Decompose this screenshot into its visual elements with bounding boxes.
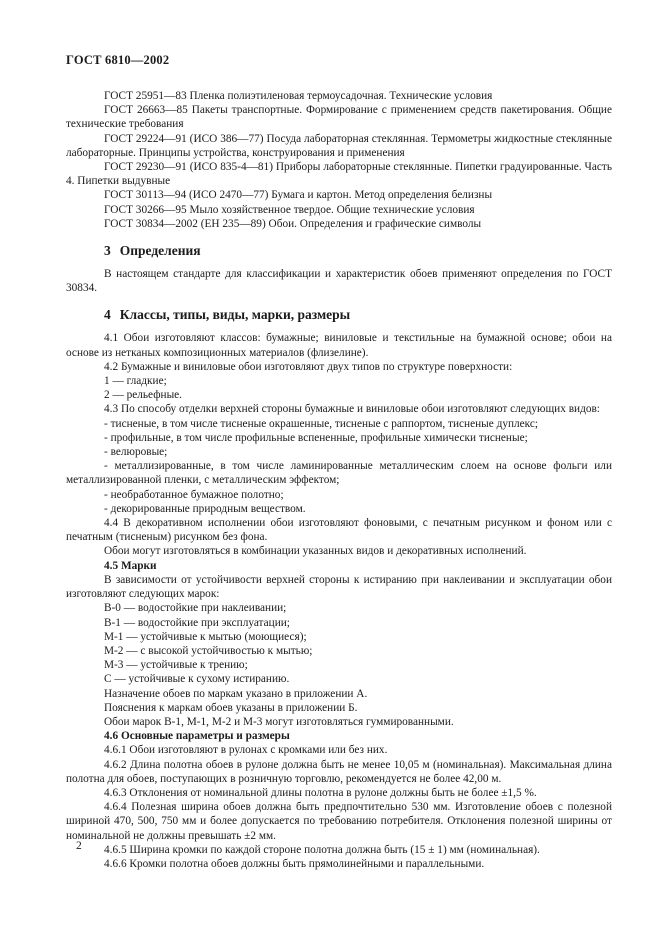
paragraph: М-1 — устойчивые к мытью (моющиеся); [104,630,307,643]
paragraph: 4.6.1 Обои изготовляют в рулонах с кромками или без них. [104,744,388,757]
section-title: Определения [119,243,201,259]
paragraph: 2 — рельефные. [104,389,182,402]
paragraph: - необработанное бумажное полотно; [104,488,284,501]
paragraph: В-1 — водостойкие при эксплуатации; [104,616,290,629]
paragraph: Пояснения к маркам обоев указаны в приложении Б. [104,701,358,714]
paragraph: 4.6.6 Кромки полотна обоев должны быть прямолинейными и параллельными. [104,857,485,870]
paragraph: ГОСТ 30834—2002 (ЕН 235—89) Обои. Определения и графические символы [104,217,482,230]
subsection-heading: 4.6 Основные параметры и размеры [104,730,290,743]
section-number: 3 [104,243,111,259]
paragraph: В настоящем стандарте для классификации и характеристик обоев применяют определения по ГОСТ 30834. [66,268,612,295]
paragraph: ГОСТ 30113—94 (ИСО 2470—77) Бумага и картон. Метод определения белизны [104,189,493,202]
paragraph: - профильные, в том числе профильные вспененные, профильные химически тисненые; [104,431,528,444]
paragraph: 4.4 В декоративном исполнении обои изготовляют фоновыми, с печатным рисунком и фоном или с печатным (тисненым) рисунком без фона. [66,517,612,544]
paragraph: ГОСТ 30266—95 Мыло хозяйственное твердое. Общие технические условия [104,203,475,216]
paragraph: - декорированные природным веществом. [104,502,306,515]
paragraph: С — устойчивые к сухому истиранию. [104,673,290,686]
document-body [66,89,612,871]
paragraph: М-2 — с высокой устойчивостью к мытью; [104,644,313,657]
paragraph: - велюровые; [104,446,168,459]
section-title: Классы, типы, виды, марки, размеры [119,307,351,323]
paragraph: 1 — гладкие; [104,375,167,388]
paragraph: 4.6.2 Длина полотна обоев в рулоне должна быть не менее 10,05 м (номинальная). Максимальная длина полотна для обоев, поступающих в розничную торговлю, рекомендуется не более 42,00 м. [66,758,612,785]
paragraph: ГОСТ 25951—83 Пленка полиэтиленовая термоусадочная. Технические условия [104,90,493,102]
paragraph: - тисненые, в том числе тисненые окрашенные, тисненые с раппортом, тисненые дуплекс; [104,417,539,430]
paragraph: - металлизированные, в том числе ламинированные металлическим слоем на основе фольги или металлизированной пленки, с металлическим эффектом; [66,460,612,487]
paragraph: ГОСТ 29230—91 (ИСО 835-4—81) Приборы лабораторные стеклянные. Пипетки градуированные. Часть 4. Пипетки выдувные [66,161,612,188]
paragraph: ГОСТ 26663—85 Пакеты транспортные. Формирование с применением средств пакетирования. Общие технические требования [66,104,612,131]
document-header-designation: ГОСТ 6810—2002 [66,53,170,67]
paragraph: 4.6.3 Отклонения от номинальной длины полотна в рулоне должны быть не более ±1,5 %. [104,786,537,799]
paragraph: 4.1 Обои изготовляют классов: бумажные; виниловые и текстильные на бумажной основе; обои на основе из нетканых композиционных материалов (флизелине). [66,332,612,359]
paragraph: В зависимости от устойчивости верхней стороны к истиранию при наклеивании и эксплуатации обои изготовляют следующих марок: [66,573,612,601]
section-heading [66,243,612,259]
paragraph: Назначение обоев по маркам указано в приложении А. [104,687,368,700]
paragraph: В-0 — водостойкие при наклеивании; [104,602,287,615]
section-number: 4 [104,307,111,323]
paragraph: Обои могут изготовляться в комбинации указанных видов и декоративных исполнений. [104,545,527,558]
paragraph: ГОСТ 29224—91 (ИСО 386—77) Посуда лабораторная стеклянная. Термометры жидкостные стеклянные лабораторные. Принципы устройства, конструирования и применения [66,132,612,159]
subsection-heading: 4.5 Марки [104,559,157,572]
page-number: 2 [76,840,82,852]
paragraph: 4.6.4 Полезная ширина обоев должна быть предпочтительно 530 мм. Изготовление обоев с полезной шириной 470, 500, 750 мм и более допускается по требованию потребителя. Отклонения полезной ширины от номинальной не должны превышать ±2 мм. [66,801,612,842]
section-heading [66,307,612,323]
paragraph: 4.3 По способу отделки верхней стороны бумажные и виниловые обои изготовляют следующих видов: [104,403,600,416]
paragraph: 4.2 Бумажные и виниловые обои изготовляют двух типов по структуре поверхности: [104,360,513,373]
paragraph: М-3 — устойчивые к трению; [104,659,248,672]
paragraph: Обои марок В-1, М-1, М-2 и М-3 могут изготовляться гуммированными. [104,715,454,728]
paragraph: 4.6.5 Ширина кромки по каждой стороне полотна должна быть (15 ± 1) мм (номинальная). [104,843,540,856]
